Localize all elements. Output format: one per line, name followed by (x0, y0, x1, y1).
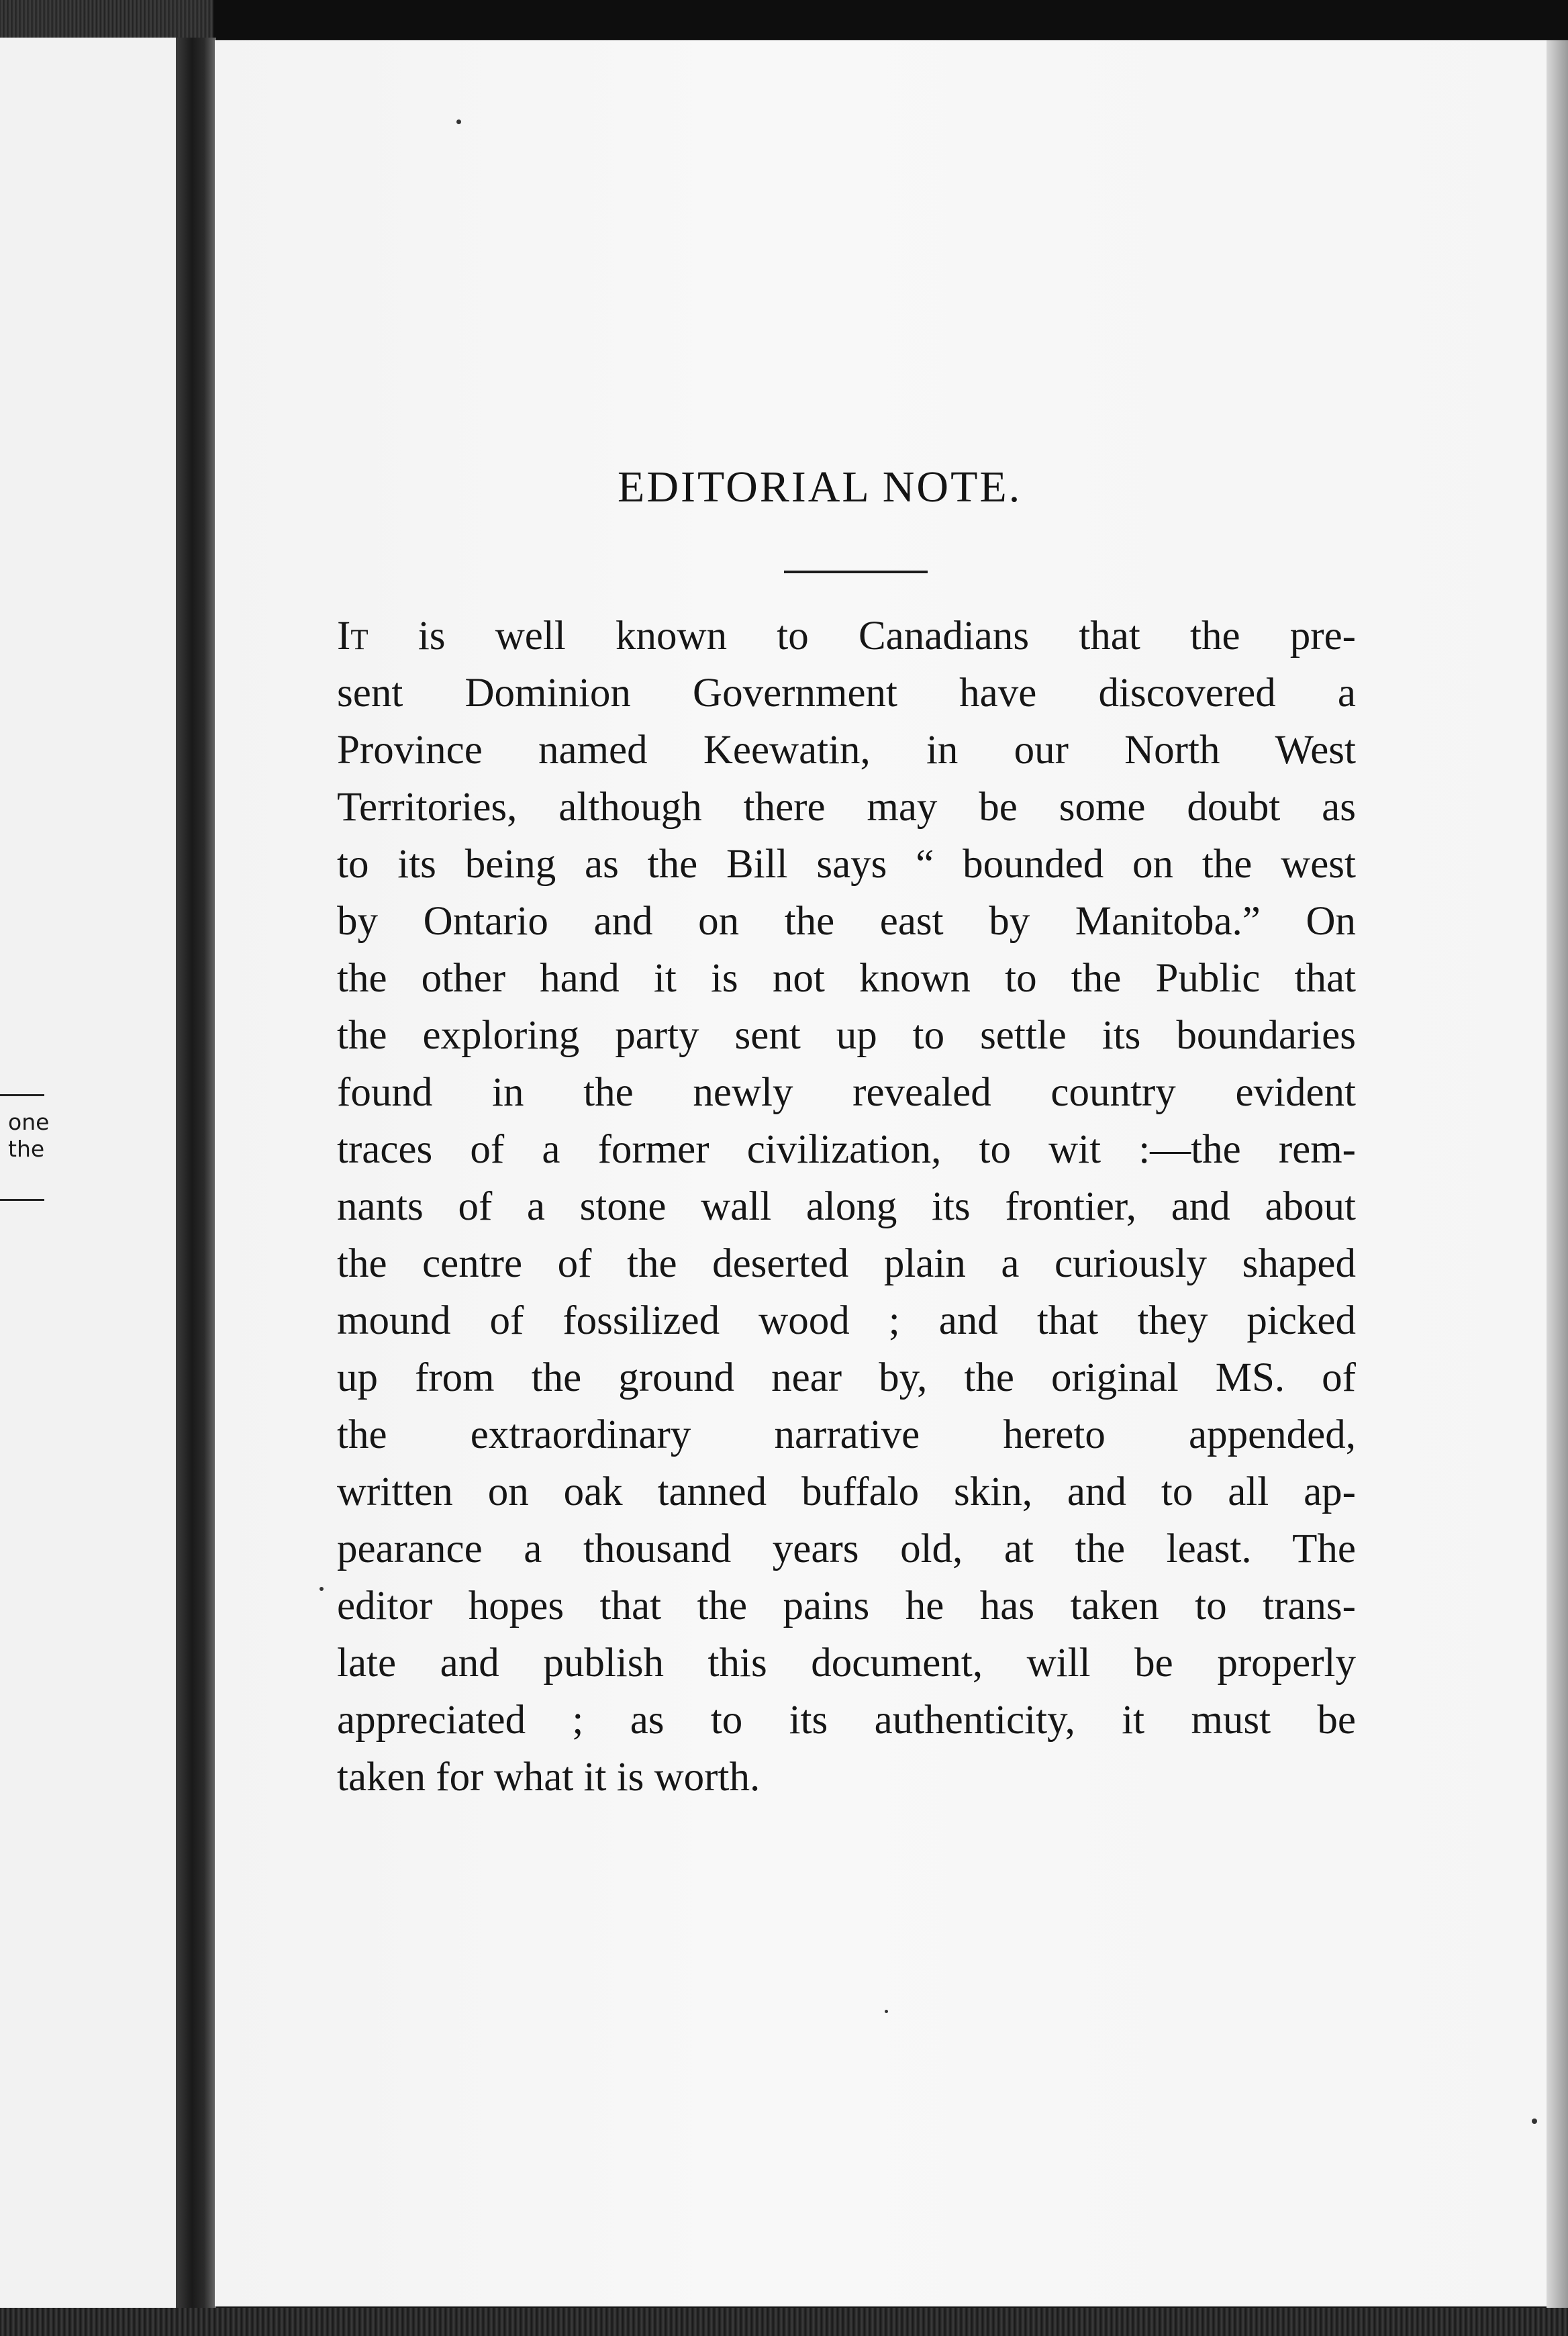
scan-speck (885, 2010, 888, 2013)
text-line: nants of a stone wall along its frontier, and about (337, 1184, 1356, 1229)
left-page-rule-top (0, 1094, 44, 1096)
text-line: up from the ground near by, the original MS. of (337, 1355, 1356, 1400)
text-line: the exploring party sent up to settle its boundaries (337, 1013, 1356, 1058)
left-page-rule-bottom (0, 1199, 44, 1201)
first-line-text: is well known to Canadians that the pre- (368, 614, 1356, 659)
lead-word: It (337, 614, 369, 659)
text-line: editor hopes that the pains he has taken to trans- (337, 1584, 1356, 1628)
right-page-edge (1547, 40, 1568, 2309)
text-line: taken for what it is worth. (337, 1755, 761, 1800)
text-line: written on oak tanned buffalo skin, and to all ap- (337, 1469, 1356, 1514)
text-line: sent Dominion Government have discovered a (337, 671, 1356, 716)
book-gutter (176, 38, 216, 2309)
scan-speck (456, 119, 461, 124)
left-page (0, 38, 176, 2309)
scan-top-noise (0, 0, 213, 39)
text-line: mound of fossilized wood ; and that they picked (337, 1298, 1356, 1343)
scan-speck (1532, 2119, 1537, 2124)
text-line: late and publish this document, will be properly (337, 1641, 1356, 1686)
text-line (337, 607, 1356, 665)
page-title: EDITORIAL NOTE. (618, 463, 1022, 512)
text-line: the centre of the deserted plain a curiously shaped (337, 1241, 1356, 1286)
text-line: the extraordinary narrative hereto appended, (337, 1412, 1356, 1457)
text-line: Province named Keewatin, in our North West (337, 728, 1356, 773)
left-page-fragment-one: one (8, 1109, 50, 1135)
scan-top-border (0, 0, 1568, 39)
text-line: pearance a thousand years old, at the least. The (337, 1526, 1356, 1571)
text-line: Territories, although there may be some doubt as (337, 785, 1356, 830)
title-divider (784, 571, 928, 573)
text-line: to its being as the Bill says “ bounded on the west (337, 842, 1356, 887)
text-line: by Ontario and on the east by Manitoba.” On (337, 899, 1356, 944)
left-page-fragment-the: the (8, 1136, 45, 1162)
text-line: found in the newly revealed country evident (337, 1070, 1356, 1115)
text-line: the other hand it is not known to the Public that (337, 956, 1356, 1001)
editorial-note-body (337, 607, 1356, 1806)
text-line: traces of a former civilization, to wit :—the rem- (337, 1127, 1356, 1172)
scan-bottom-border (0, 2308, 1568, 2336)
text-line: appreciated ; as to its authenticity, it must be (337, 1698, 1356, 1743)
scan-speck (320, 1587, 324, 1591)
